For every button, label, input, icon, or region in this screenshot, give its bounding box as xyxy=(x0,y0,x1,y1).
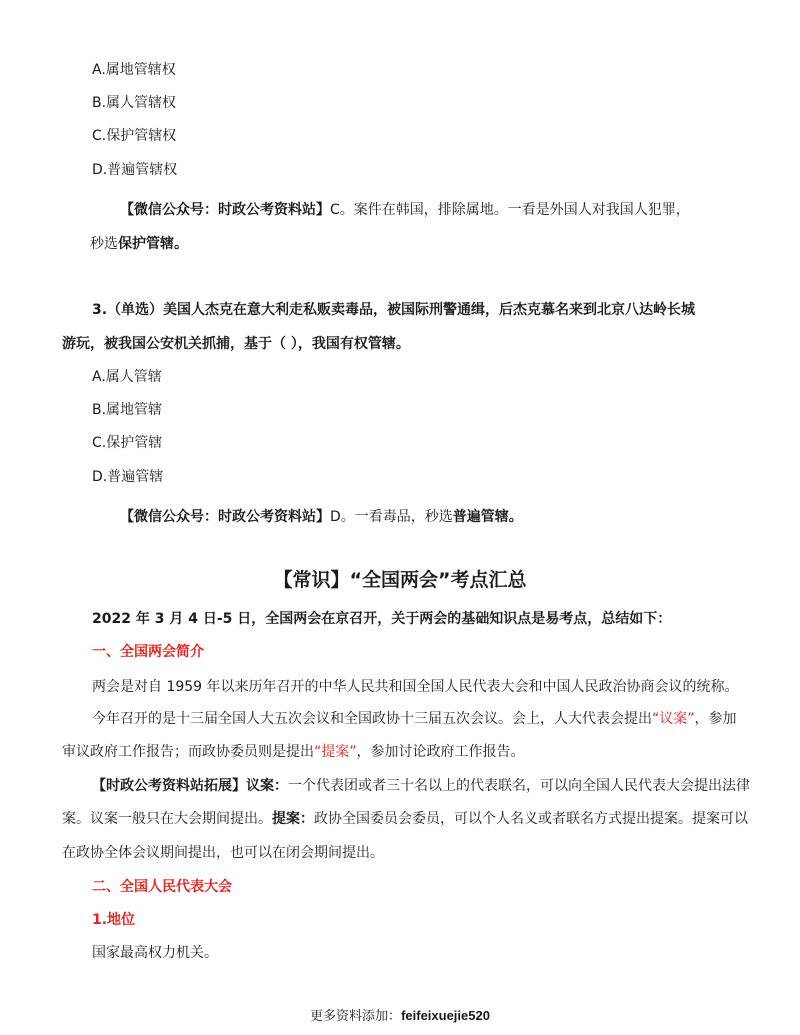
footer-id: feifeixuejie520 xyxy=(401,1008,490,1023)
q3-answer-tag: 【微信公众号：时政公考资料站】 xyxy=(120,509,330,525)
q2-answer-line2-pre: 秒选 xyxy=(90,236,118,252)
term-yian: “议案” xyxy=(652,711,695,727)
paragraph-extension-line2 xyxy=(62,809,748,829)
q3-answer-text: D。一看毒品，秒选 xyxy=(330,509,453,525)
q2-option-d: D.普遍管辖权 xyxy=(92,162,178,178)
q2-answer-line2-bold: 保护管辖。 xyxy=(118,236,188,252)
q2-option-b: B.属人管辖权 xyxy=(92,95,177,111)
paragraph-definition: 两会是对自 1959 年以来历年召开的中华人民共和国全国人民代表大会和中国人民政治协商会议的统称。 xyxy=(92,679,739,695)
text-segment: 政协全国委员会委员，可以个人名义或者联名方式提出提案。提案可以 xyxy=(314,811,748,827)
q3-option-b: B.属地管辖 xyxy=(92,402,163,418)
text-segment: ，参加 xyxy=(694,711,737,727)
paragraph-status: 国家最高权力机关。 xyxy=(92,945,218,961)
q3-option-a: A.属人管辖 xyxy=(92,369,162,385)
q2-answer-text: C。案件在韩国，排除属地。一看是外国人对我国人犯罪， xyxy=(330,202,690,218)
section-title: 【常识】“全国两会”考点汇总 xyxy=(273,569,527,591)
term-tian-label: 提案： xyxy=(272,811,314,827)
text-segment: 审议政府工作报告；而政协委员则是提出 xyxy=(62,744,314,760)
text-segment: 案。议案一般只在大会期间提出。 xyxy=(62,811,272,827)
heading-overview: 一、全国两会简介 xyxy=(92,644,204,660)
q3-option-c: C.保护管辖 xyxy=(92,435,163,451)
paragraph-extension-line3: 在政协全体会议期间提出，也可以在闭会期间提出。 xyxy=(62,845,384,861)
paragraph-extension-line1 xyxy=(92,776,750,796)
q2-option-c: C.保护管辖权 xyxy=(92,128,177,144)
q2-answer xyxy=(120,200,690,220)
q2-option-a: A.属地管辖权 xyxy=(92,62,176,78)
footer-label: 更多资料添加： xyxy=(310,1009,402,1024)
text-segment: ，参加讨论政府工作报告。 xyxy=(356,744,525,760)
q3-stem-line1: 3.（单选）美国人杰克在意大利走私贩卖毒品，被国际刑警通缉，后杰克慕名来到北京八达岭长城 xyxy=(92,302,696,318)
q2-answer-tag: 【微信公众号：时政公考资料站】 xyxy=(120,202,330,218)
q3-stem-line2: 游玩，被我国公安机关抓捕，基于（ ），我国有权管辖。 xyxy=(62,336,410,352)
section-intro: 2022 年 3 月 4 日-5 日，全国两会在京召开，关于两会的基础知识点是易考点，总结如下： xyxy=(92,611,672,627)
paragraph-proposals-line1 xyxy=(92,709,737,729)
heading-npc: 二、全国人民代表大会 xyxy=(92,879,232,895)
q2-answer-line2 xyxy=(90,234,188,254)
term-tian: “提案” xyxy=(314,744,357,760)
page-footer xyxy=(0,1006,800,1027)
paragraph-proposals-line2 xyxy=(62,742,525,762)
q3-answer-bold: 普遍管辖。 xyxy=(452,509,523,525)
extension-tag: 【时政公考资料站拓展】议案： xyxy=(92,778,288,794)
q3-option-d: D.普遍管辖 xyxy=(92,469,164,485)
text-segment: 一个代表团或者三十名以上的代表联名，可以向全国人民代表大会提出法律 xyxy=(288,778,750,794)
text-segment: 今年召开的是十三届全国人大五次会议和全国政协十三届五次会议。会上，人大代表会提出 xyxy=(92,711,652,727)
q3-answer xyxy=(120,507,523,527)
heading-status: 1.地位 xyxy=(92,912,136,928)
